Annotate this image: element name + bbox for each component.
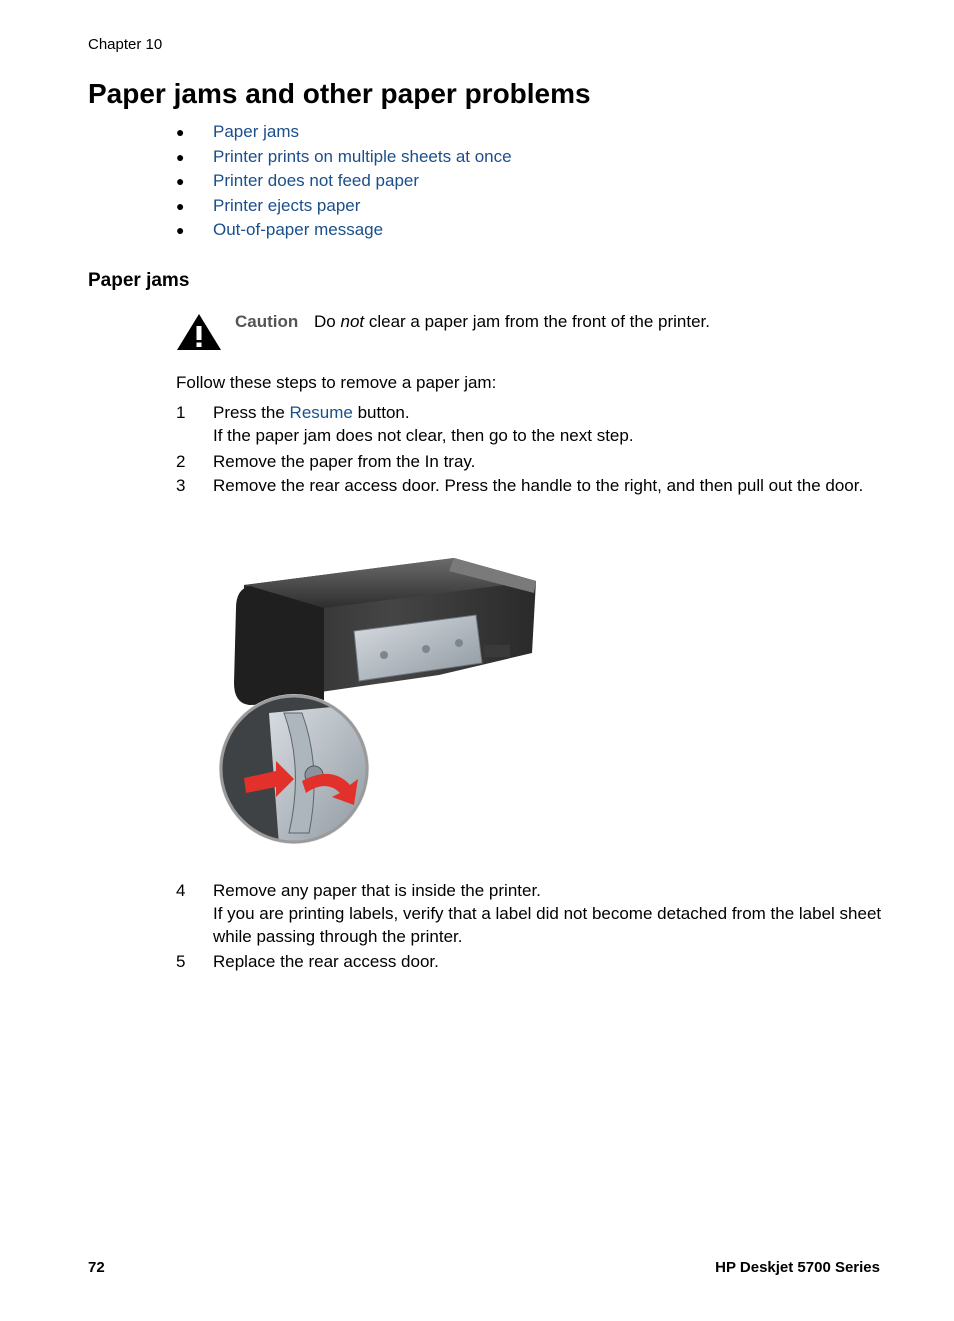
- footer-product-name: HP Deskjet 5700 Series: [715, 1259, 880, 1276]
- caution-emphasis: not: [340, 312, 365, 331]
- page-number: 72: [88, 1259, 105, 1276]
- link-multiple-sheets[interactable]: Printer prints on multiple sheets at once: [213, 146, 512, 166]
- chapter-header: Chapter 10: [88, 36, 163, 53]
- step-text: Remove the rear access door. Press the handle to the right, and then pull out the door.: [213, 476, 864, 495]
- step-text: Remove the paper from the In tray.: [213, 452, 476, 471]
- caution-label: Caution: [235, 312, 299, 331]
- step-number: 4: [176, 881, 186, 900]
- bullet: ●: [176, 173, 185, 189]
- link-paper-jams[interactable]: Paper jams: [213, 122, 299, 141]
- step-text: [213, 401, 893, 424]
- link-does-not-feed[interactable]: Printer does not feed paper: [213, 171, 420, 190]
- step-detail: If you are printing labels, verify that a label did not become detached from the label sheet while passing through the printer.: [213, 904, 882, 946]
- section-title: Paper jams: [88, 270, 190, 291]
- step-text: Replace the rear access door.: [213, 952, 439, 971]
- bullet: ●: [176, 148, 185, 165]
- caution-text-before: Do: [314, 312, 336, 331]
- intro-text: Follow these steps to remove a paper jam:: [176, 373, 497, 392]
- printer-rear-access-door-illustration: [214, 553, 544, 845]
- step-number: 3: [176, 476, 186, 495]
- step-text-before: Press the: [213, 403, 285, 422]
- caution-note: [235, 311, 710, 333]
- bullet: ●: [176, 222, 185, 238]
- caution-text-after: clear a paper jam from the front of the printer.: [368, 312, 710, 331]
- link-out-of-paper[interactable]: Out-of-paper message: [213, 220, 384, 239]
- step-number: 5: [176, 952, 186, 971]
- step-number: 2: [176, 452, 186, 471]
- warning-triangle-icon: [175, 312, 223, 352]
- bullet: ●: [176, 124, 185, 140]
- link-ejects-paper[interactable]: Printer ejects paper: [213, 195, 361, 215]
- step-text: Remove any paper that is inside the printer.: [213, 881, 541, 900]
- page-title: Paper jams and other paper problems: [88, 78, 591, 109]
- step-number: 1: [176, 403, 186, 422]
- step-detail: If the paper jam does not clear, then go to the next step.: [213, 426, 634, 445]
- bullet: ●: [176, 197, 185, 214]
- resume-link[interactable]: Resume: [289, 403, 353, 422]
- step-text-after: button.: [357, 403, 410, 422]
